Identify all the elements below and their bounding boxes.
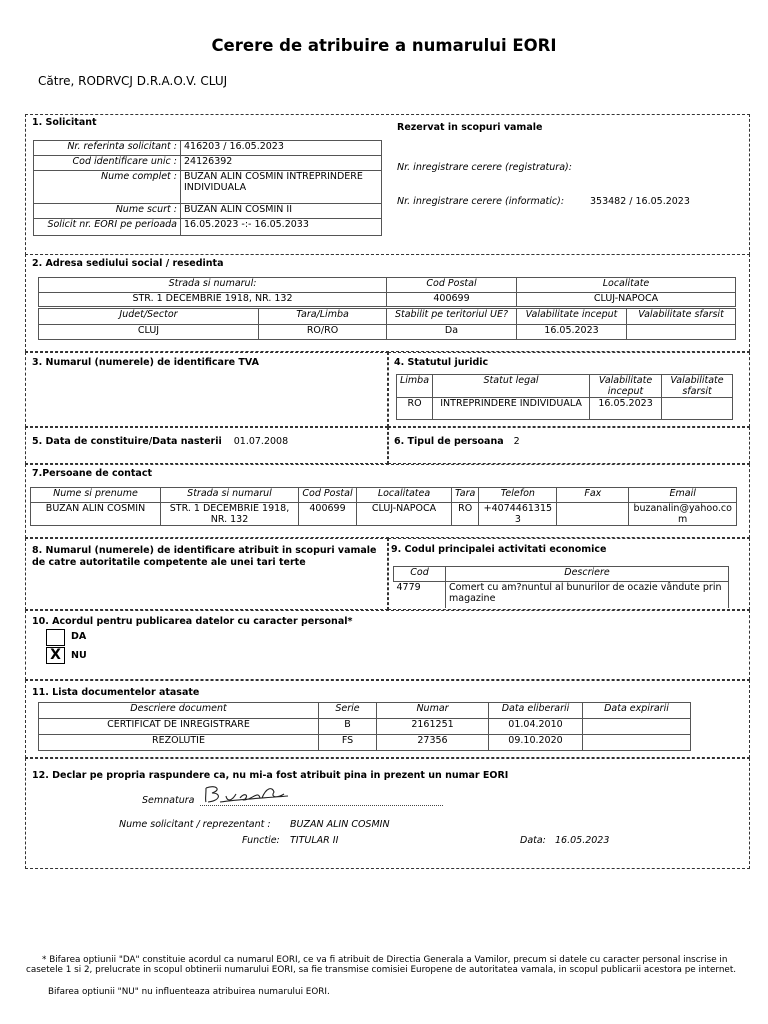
contact-street: STR. 1 DECEMBRIE 1918, NR. 132 [161, 503, 299, 526]
person-type-value: 2 [513, 436, 520, 447]
applicant-value: 416203 / 16.05.2023 [181, 141, 382, 156]
locality-value: CLUJ-NAPOCA [517, 293, 736, 307]
footnote-consent: * Bifarea optiunii "DA" constituie acordul ca numarul EORI, ce va fi atribuit de Directia Generala a Vamilor, precum si datele cu caracter personal inscrise in casetele 1 si 2, prelucrate in scopul obtinerii numarului EORI, sa fie transmise comisiei Europene de autoritatea vamala, in scopul publicarii acestora pe internet. [26, 955, 737, 975]
section-5-heading: 5. Data de constituire/Data nasterii [32, 436, 222, 447]
header-locality: Localitatea [357, 488, 452, 503]
activity-code: 4779 [394, 582, 446, 608]
street-value: STR. 1 DECEMBRIE 1918, NR. 132 [39, 293, 387, 307]
applicant-label: Nume scurt : [34, 204, 181, 219]
contact-phone: +40744613153 [479, 503, 557, 526]
table-row [39, 735, 691, 751]
section-10-heading: 10. Acordul pentru publicarea datelor cu caracter personal* [32, 616, 353, 627]
country-value: RO/RO [259, 325, 387, 340]
applicant-row [34, 219, 382, 236]
header-expiry-date: Data expirarii [583, 703, 691, 719]
contact-fax [557, 503, 629, 526]
function-label: Functie: [242, 835, 280, 846]
applicant-value: BUZAN ALIN COSMIN INTREPRINDERE INDIVIDUALA [181, 171, 382, 204]
applicant-label: Solicit nr. EORI pe perioada [34, 219, 181, 236]
applicant-row [34, 156, 382, 171]
header-status: Statut legal [433, 375, 590, 398]
valid-start-value: 16.05.2023 [517, 325, 627, 340]
county-value: CLUJ [39, 325, 259, 340]
name-label: Nume solicitant / reprezentant : [119, 819, 271, 830]
header-name: Nume si prenume [31, 488, 161, 503]
applicant-value: BUZAN ALIN COSMIN II [181, 204, 382, 219]
valid-start-value: 16.05.2023 [590, 398, 662, 420]
checkbox-da[interactable] [46, 629, 65, 646]
header-description: Descriere [446, 567, 729, 582]
legal-status-table [396, 374, 733, 420]
section-6-row [394, 436, 520, 447]
label-da: DA [71, 631, 87, 642]
postal-value: 400699 [387, 293, 517, 307]
header-street: Strada si numarul: [39, 278, 387, 293]
applicant-table [33, 140, 382, 236]
header-postal: Cod Postal [387, 278, 517, 293]
applicant-row [34, 204, 382, 219]
informatic-value: 353482 / 16.05.2023 [590, 196, 690, 207]
section-4-heading: 4. Statutul juridic [394, 357, 489, 368]
table-row [39, 719, 691, 735]
doc-issue-date: 01.04.2010 [489, 719, 583, 735]
checkbox-nu[interactable]: X [46, 647, 65, 664]
header-valid-end: Valabilitate sfarsit [627, 309, 736, 325]
label-nu: NU [71, 650, 87, 661]
contact-postal: 400699 [299, 503, 357, 526]
doc-series: B [319, 719, 377, 735]
header-valid-start: Valabilitate inceput [517, 309, 627, 325]
section-1-heading: 1. Solicitant [32, 117, 97, 128]
section-9-heading: 9. Codul principalei activitati economice [391, 544, 607, 555]
doc-issue-date: 09.10.2020 [489, 735, 583, 751]
function-value: TITULAR II [290, 835, 339, 846]
informatic-label: Nr. inregistrare cerere (informatic): [397, 196, 565, 207]
status-value: INTREPRINDERE INDIVIDUALA [433, 398, 590, 420]
footnote-no-option: Bifarea optiunii "NU" nu influenteaza atribuirea numarului EORI. [48, 987, 330, 997]
applicant-label: Nume complet : [34, 171, 181, 204]
founding-date: 01.07.2008 [233, 436, 289, 447]
eu-value: Da [387, 325, 517, 340]
header-street: Strada si numarul [161, 488, 299, 503]
contact-country: RO [452, 503, 479, 526]
activity-description: Comert cu am?nuntul al bunurilor de ocazie vândute prin magazine [446, 582, 729, 608]
section-6-heading: 6. Tipul de persoana [394, 436, 504, 447]
doc-expiry-date [583, 719, 691, 735]
header-eu: Stabilit pe teritoriul UE? [387, 309, 517, 325]
header-email: Email [629, 488, 737, 503]
doc-expiry-date [583, 735, 691, 751]
header-issue-date: Data eliberarii [489, 703, 583, 719]
doc-description: CERTIFICAT DE INREGISTRARE [39, 719, 319, 735]
applicant-row [34, 171, 382, 204]
reserved-heading: Rezervat in scopuri vamale [397, 122, 543, 133]
section-12-heading: 12. Declar pe propria raspundere ca, nu mi-a fost atribuit pina in prezent un numar EORI [32, 770, 509, 781]
section-3-heading: 3. Numarul (numerele) de identificare TVA [32, 357, 259, 368]
addressee: Către, RODRVCJ D.R.A.O.V. CLUJ [38, 74, 228, 88]
name-value: BUZAN ALIN COSMIN [290, 819, 390, 830]
header-locality: Localitate [517, 278, 736, 293]
header-postal: Cod Postal [299, 488, 357, 503]
header-number: Numar [377, 703, 489, 719]
header-country: Tara/Limba [259, 309, 387, 325]
header-language: Limba [397, 375, 433, 398]
contact-locality: CLUJ-NAPOCA [357, 503, 452, 526]
header-county: Judet/Sector [39, 309, 259, 325]
header-valid-start: Valabilitate inceput [590, 375, 662, 398]
date-label: Data: [520, 835, 546, 846]
section-11-heading: 11. Lista documentelor atasate [32, 687, 200, 698]
section-8-heading: 8. Numarul (numerele) de identificare atribuit in scopuri vamale de catre autoritatile competente ale unei tari terte [32, 545, 377, 568]
address-table-1 [38, 277, 736, 307]
section-5-row [32, 436, 288, 447]
registration-label: Nr. inregistrare cerere (registratura): [397, 162, 572, 173]
activity-table [393, 566, 729, 608]
contact-email: buzanalin@yahoo.com [629, 503, 737, 526]
applicant-value: 16.05.2023 -:- 16.05.2033 [181, 219, 382, 236]
header-doc-description: Descriere document [39, 703, 319, 719]
signature-label: Semnatura [142, 795, 195, 806]
valid-end-value [627, 325, 736, 340]
contacts-table [30, 487, 737, 526]
contact-name: BUZAN ALIN COSMIN [31, 503, 161, 526]
header-fax: Fax [557, 488, 629, 503]
section-2-heading: 2. Adresa sediului social / resedinta [32, 258, 224, 269]
language-value: RO [397, 398, 433, 420]
doc-number: 2161251 [377, 719, 489, 735]
applicant-value: 24126392 [181, 156, 382, 171]
address-table-2 [38, 308, 736, 340]
page-title: Cerere de atribuire a numarului EORI [211, 36, 557, 55]
applicant-label: Cod identificare unic : [34, 156, 181, 171]
date-value: 16.05.2023 [555, 835, 610, 846]
header-series: Serie [319, 703, 377, 719]
applicant-row [34, 141, 382, 156]
doc-description: REZOLUTIE [39, 735, 319, 751]
header-valid-end: Valabilitate sfarsit [662, 375, 733, 398]
header-phone: Telefon [479, 488, 557, 503]
doc-series: FS [319, 735, 377, 751]
doc-number: 27356 [377, 735, 489, 751]
documents-table [38, 702, 691, 751]
section-7-heading: 7.Persoane de contact [32, 468, 153, 479]
valid-end-value [662, 398, 733, 420]
applicant-label: Nr. referinta solicitant : [34, 141, 181, 156]
signature-image [200, 782, 295, 806]
header-country: Tara [452, 488, 479, 503]
header-code: Cod [394, 567, 446, 582]
